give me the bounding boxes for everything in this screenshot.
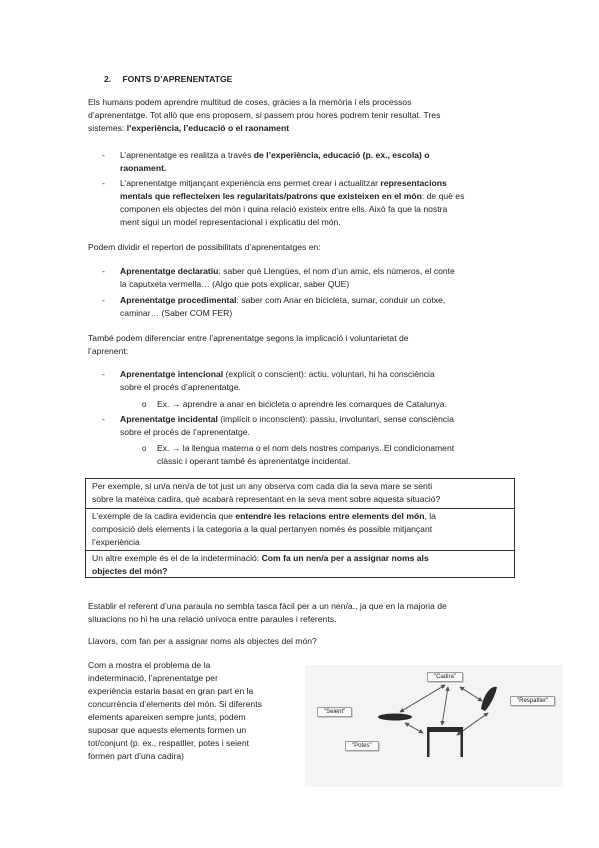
- paragraph: També podem diferenciar entre l’aprenentatge segons la implicació i voluntarietat de l’aprenent:: [88, 333, 409, 356]
- section-title: FONTS D’APRENENTATGE: [122, 74, 233, 84]
- left-column-text: Com a mostra el problema de la indeterminació, l’aprenentatge per experiència estaria basat en gran part en la concurrència d’elements del món. Si diferents elements apareixen sempre junts, podem suposar que aquests elements formen un tot/conjunt (p. ex., respatller, potes i seient formen part d’una cadira): [88, 660, 262, 761]
- list-item: - Aprenentatge procedimental: saber com Anar en bicicleta, sumar, conduir un cotxe, caminar… (Saber COM FER): [102, 295, 446, 318]
- paragraph: Establir el referent d’una paraula no sembla tasca fàcil per a un nen/a., ja que en la majoria de situacions no hi ha una relació unívoca entre paraules i referents.: [88, 601, 447, 624]
- backrest-icon: [481, 687, 497, 711]
- list-item: - Aprenentatge intencional (explícit o conscient): actiu, voluntari, hi ha consciència sobre el procés d’aprenentatge.: [102, 369, 435, 392]
- intro-line: d’aprenentatge. Tot allò que ens proposem, si passem prou hores podrem tenir resultat. Tres: [88, 110, 441, 120]
- table-row: Un altre exemple és el de la indeterminació: Com fa un nen/a per a assignar noms als objectes del món?: [92, 553, 429, 576]
- label-cadira: "Cadira": [427, 672, 463, 682]
- label-seient: "Seient": [317, 707, 352, 717]
- intro-line: sistemes: l’experiència, l’educació o el raonament: [88, 123, 290, 133]
- list-item: - L’aprenentatge mitjançant experiència ens permet crear i actualitzar representacions mentals que reflecteixen les regularitats/patrons que existeixen en el món: de què es componen els objectes del món i quina relació existeix entre ells. Això fa que la nostra ment sigui un model representacional i explicatiu del món.: [102, 178, 465, 227]
- intro-line: Els humans podem aprendre multitud de coses, gràcies a la memòria i els processos: [88, 97, 412, 107]
- list-item: - Aprenentatge incidental (implícit o inconscient): passiu, involuntari, sense consciència sobre el procés de l’aprenentatge.: [102, 414, 454, 437]
- chair-diagram: [305, 665, 563, 787]
- list-item: - Aprenentatge declaratiu: saber què Llengües, el nom d’un amic, els números, el conte la caputxeta vermella… (Algo que pots explicar, saber QUE): [102, 266, 455, 289]
- document-page: 2. FONTS D’APRENENTATGE Els humans podem aprendre multitud de coses, gràcies a la memòria i els processos d’aprenentatge. Tot allò que ens proposem, si passem prou hores podrem tenir resultat. Tres sistemes: l’experiència, l’educació o el raonament - L’aprenentatge es realitza a través de l’experiència, educació (p. ex., escola) o raonament. - L’aprenentatge mitjançant experiència ens permet crear i actualitzar representacions mentals que reflecteixen les regularitats/patrons que existeixen en el món: de què es componen els objectes del món i quina relació existeix entre ells. Això fa que la nostra ment sigui un model representacional i explicatiu del món. Podem dividir el repertori de possibilitats d’aprenentatges en: - Aprenentatge declaratiu: saber què Llengües, el nom d’un amic, els números, el conte la caputxeta vermella… (Algo que pots explicar, saber QUE) - Aprenentatge procedimental: saber com Anar en bicicleta, sumar, conduir un cotxe, caminar… (Saber COM FER) També podem diferenciar entre l’aprenentatge segons la implicació i voluntarietat de l’aprenent: - Aprenentatge intencional (explícit o conscient): actiu, voluntari, hi ha consciència sobre el procés d’aprenentatge. o Ex. → aprendre a anar en bicicleta o aprendre les comarques de Catalunya. - Aprenentatge incidental (implícit o inconscient): passiu, involuntari, sense consciència sobre el procés de l’aprenentatge. o Ex. → la llengua materna o el nom dels nostres companys. El condicionament clàssic i operant també és aprenentatge incidental. Per exemple, si un/a nen/a de tot just un any observa com cada dia la seva mare se senti sobre la mateixa cadira, què acabarà representant en la seva ment sobre aquesta situació? L’exemple de la cadira evidencia que entendre les relacions entre elements del món, la composició dels elements i la categoria a la qual pertanyen només és possible mitjançant l’experiència Un altre exemple és el de la indeterminació: Com fa un nen/a per a assignar noms als objectes del món? Establir el referent d’una paraula no sembla tasca fàcil per a un nen/a., ja que en la majoria de situacions no hi ha una relació unívoca entre paraules i referents. Llavors, com fan per a assignar noms als objectes del món? Com a mostra el problema de la indeterminació, l’aprenentatge per experiència estaria basat en gran part en la concurrència d’elements del món. Si diferents elements apareixen sempre junts, podem suposar que aquests elements formen un tot/conjunt (p. ex., respatller, potes i seient formen part d’una cadira) "Cadira" "Seient" "Respatller" "Potes": [0, 0, 599, 848]
- example-table: [85, 478, 515, 578]
- section-number: 2.: [104, 74, 112, 84]
- paragraph: Podem dividir el repertori de possibilitats d’aprenentatges en:: [88, 242, 321, 252]
- example-item: o Ex. → la llengua materna o el nom dels nostres companys. El condicionament clàssic i operant també és aprenentatge incidental.: [142, 443, 455, 466]
- diagram-arrows: [305, 665, 563, 787]
- legs-icon: [427, 727, 463, 757]
- table-row: L’exemple de la cadira evidencia que entendre les relacions entre elements del món, la composició dels elements i la categoria a la qual pertanyen només és possible mitjançant l’experiència: [86, 509, 514, 551]
- table-row: Per exemple, si un/a nen/a de tot just un any observa com cada dia la seva mare se senti sobre la mateixa cadira, què acabarà representant en la seva ment sobre aquesta situació?: [86, 479, 514, 509]
- section-heading: [104, 73, 232, 86]
- label-respatller: "Respatller": [510, 696, 555, 706]
- list-item: - L’aprenentatge es realitza a través de l’experiència, educació (p. ex., escola) o raonament.: [102, 150, 430, 173]
- label-potes: "Potes": [345, 741, 379, 751]
- seat-icon: [378, 714, 412, 721]
- intro-paragraph: [88, 96, 518, 135]
- paragraph: Llavors, com fan per a assignar noms als objectes del món?: [88, 636, 317, 646]
